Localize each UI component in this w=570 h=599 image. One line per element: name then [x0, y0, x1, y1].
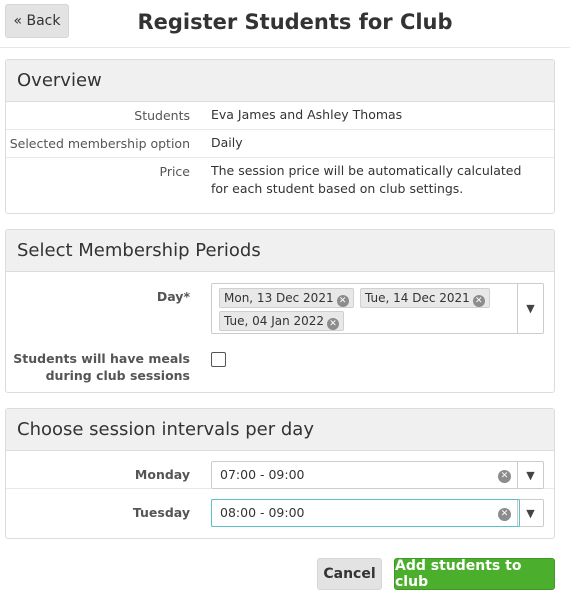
monday-interval-select[interactable] [211, 461, 544, 489]
membership-value: Daily [211, 135, 243, 150]
focus-ring [211, 499, 520, 527]
price-label: Price [159, 164, 190, 179]
header-divider [0, 47, 570, 48]
membership-periods-title: Select Membership Periods [6, 230, 554, 272]
cancel-button[interactable]: Cancel [317, 558, 382, 590]
day-tag-label: Tue, 04 Jan 2022 [224, 314, 325, 328]
day-label: Day* [156, 289, 190, 304]
chevron-down-icon[interactable]: ▼ [517, 500, 543, 526]
students-label: Students [134, 108, 190, 123]
remove-tag-icon[interactable]: ✕ [327, 318, 339, 330]
membership-label: Selected membership option [9, 136, 190, 151]
meals-label-line-2: during club sessions [45, 368, 190, 383]
tuesday-row [6, 489, 554, 537]
day-row [6, 272, 554, 392]
day-tag [219, 311, 344, 331]
clear-icon[interactable]: ✕ [498, 470, 511, 483]
overview-panel [5, 59, 555, 214]
membership-row [6, 130, 554, 158]
price-row [6, 158, 554, 213]
remove-tag-icon[interactable]: ✕ [473, 295, 485, 307]
monday-row [6, 451, 554, 489]
monday-label: Monday [134, 467, 190, 482]
session-intervals-panel [5, 408, 555, 539]
day-tag-label: Tue, 14 Dec 2021 [365, 291, 470, 305]
chevron-down-icon[interactable]: ▼ [517, 462, 543, 488]
day-tag [360, 288, 490, 308]
monday-interval-value: 07:00 - 09:00 [220, 467, 305, 482]
back-button[interactable]: « Back [5, 4, 69, 38]
session-intervals-title: Choose session intervals per day [6, 409, 554, 451]
day-tag-label: Mon, 13 Dec 2021 [224, 291, 334, 305]
membership-periods-panel [5, 229, 555, 393]
page-title: Register Students for Club [137, 10, 453, 34]
students-row [6, 102, 554, 130]
add-students-button[interactable]: Add students to club [394, 558, 555, 590]
day-tag [219, 288, 354, 308]
students-value: Eva James and Ashley Thomas [211, 107, 403, 122]
tuesday-interval-value: 08:00 - 09:00 [220, 505, 305, 520]
meals-label-line-1: Students will have meals [13, 351, 190, 366]
overview-panel-title: Overview [6, 60, 554, 102]
day-multiselect[interactable] [211, 283, 544, 334]
price-line-1: The session price will be automatically calculated [211, 163, 522, 178]
remove-tag-icon[interactable]: ✕ [337, 295, 349, 307]
price-line-2: for each student based on club settings. [211, 181, 464, 196]
clear-icon[interactable]: ✕ [498, 508, 511, 521]
tuesday-interval-select[interactable] [211, 499, 544, 527]
chevron-down-icon[interactable]: ▼ [517, 284, 543, 333]
tuesday-label: Tuesday [132, 505, 190, 520]
meals-checkbox[interactable] [211, 352, 226, 367]
